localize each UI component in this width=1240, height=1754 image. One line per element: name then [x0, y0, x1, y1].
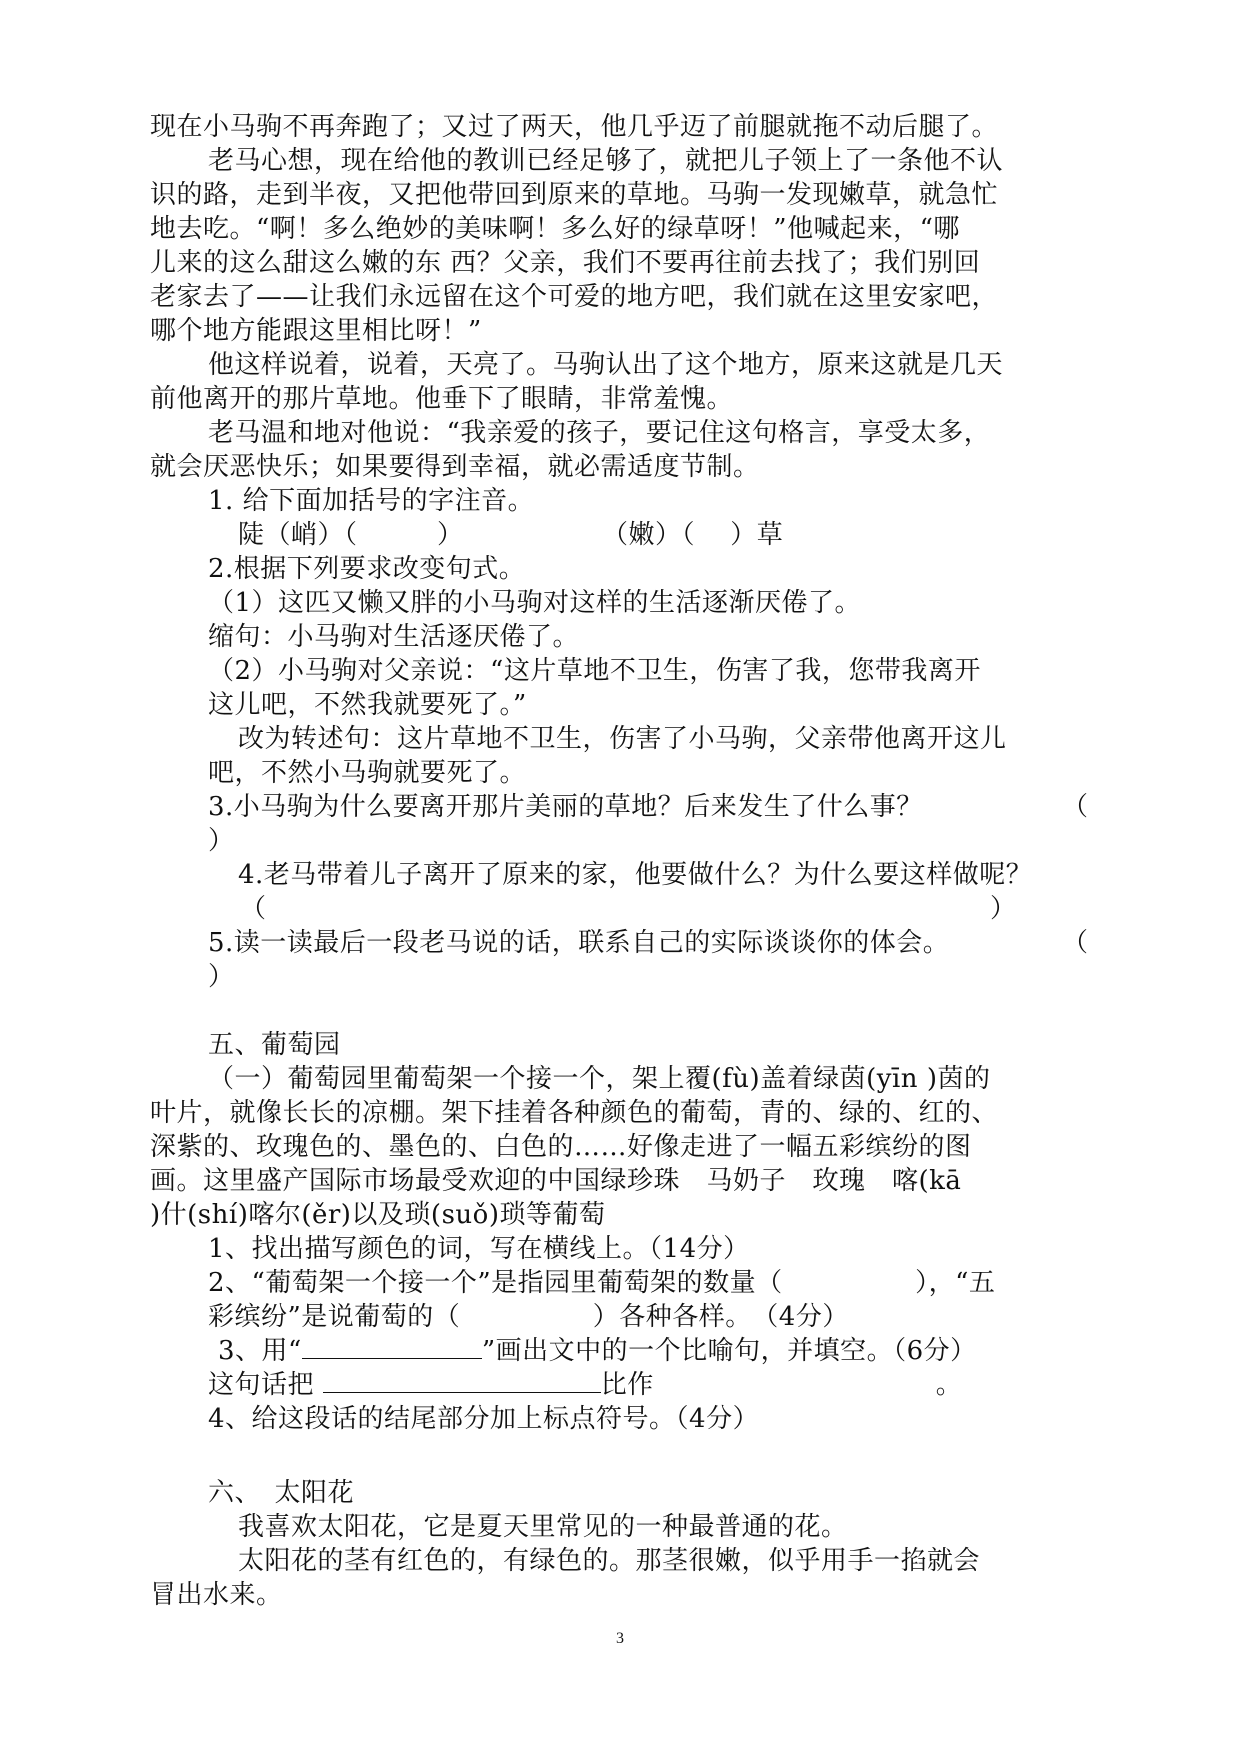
- story-line-7: 哪个地方能跟这里相比呀！”: [150, 316, 482, 346]
- section-5-question-2a: 2、“葡萄架一个接一个”是指园里葡萄架的数量（ ），“五: [208, 1268, 996, 1298]
- question-1-title: 1. 给下面加括号的字注音。: [208, 486, 535, 516]
- section-6-para-3: 冒出水来。: [150, 1580, 283, 1610]
- story-line-2: 老马心想，现在给他的教训已经足够了，就把儿子领上了一条他不认: [208, 146, 1004, 176]
- question-4-text: 4.老马带着儿子离开了原来的家，他要做什么？为什么要这样做呢？: [238, 860, 1033, 890]
- fill-end: 。: [935, 1370, 963, 1400]
- story-line-10: 老马温和地对他说：“我亲爱的孩子，要记住这句格言，享受太多，: [208, 418, 991, 448]
- question-4-close-paren: ）: [990, 894, 1017, 924]
- section-5-para-line-4: 画。这里盛产国际市场最受欢迎的中国绿珍珠 马奶子 玫瑰 喀(kā: [150, 1166, 962, 1196]
- question-5-close-paren: ）: [208, 962, 235, 992]
- section-5-title: 五、葡萄园: [208, 1030, 341, 1060]
- question-2-sentence-2a: （2）小马驹对父亲说：“这片草地不卫生，伤害了我，您带我离开: [208, 656, 981, 686]
- story-line-5: 儿来的这么甜这么嫩的东 西？父亲，我们不要再往前去找了；我们别回: [150, 248, 981, 278]
- section-5-question-4: 4、给这段话的结尾部分加上标点符号。（4分）: [208, 1404, 760, 1434]
- story-line-3: 识的路，走到半夜，又把他带回到原来的草地。马驹一发现嫩草，就急忙: [150, 180, 999, 210]
- question-5-open-paren: （: [1062, 928, 1089, 958]
- question-2-answer-2a: 改为转述句：这片草地不卫生，伤害了小马驹，父亲带他离开这儿: [238, 724, 1007, 754]
- question-3-close-paren: ）: [208, 826, 235, 856]
- question-2-answer-2b: 吧，不然小马驹就要死了。: [208, 758, 527, 788]
- story-line-6: 老家去了——让我们永远留在这个可爱的地方吧，我们就在这里安家吧，: [150, 282, 999, 312]
- question-3-text: 3.小马驹为什么要离开那片美丽的草地？后来发生了什么事？: [208, 792, 923, 822]
- section-6-para-2: 太阳花的茎有红色的，有绿色的。那茎很嫩，似乎用手一掐就会: [238, 1546, 981, 1576]
- section-5-para-line-2: 叶片，就像长长的凉棚。架下挂着各种颜色的葡萄，青的、绿的、红的、: [150, 1098, 999, 1128]
- page-number: 3: [616, 1630, 624, 1647]
- question-1-item-a: 陡（峭）（ ）: [238, 520, 464, 550]
- question-2-sentence-1: （1）这匹又懒又胖的小马驹对这样的生活逐渐厌倦了。: [208, 588, 862, 618]
- question-3-open-paren: （: [1062, 792, 1089, 822]
- question-2-answer-1: 缩句：小马驹对生活逐厌倦了。: [208, 622, 580, 652]
- section-6-title: 六、 太阳花: [208, 1478, 355, 1508]
- fill-blank-1[interactable]: [323, 1370, 601, 1393]
- section-5-question-3-fill: [208, 1368, 1148, 1402]
- question-5-text: 5.读一读最后一段老马说的话，联系自己的实际谈谈你的体会。: [208, 928, 950, 958]
- question-4-open-paren: （: [240, 894, 267, 924]
- question-2-sentence-2b: 这儿吧，不然我就要死了。”: [208, 690, 527, 720]
- section-5-question-3-prefix: 3、用“: [218, 1336, 302, 1366]
- story-line-4: 地去吃。“啊！多么绝妙的美味啊！多么好的绿草呀！”他喊起来，“哪: [150, 214, 960, 244]
- section-6-para-1: 我喜欢太阳花，它是夏天里常见的一种最普通的花。: [238, 1512, 848, 1542]
- story-line-9: 前他离开的那片草地。他垂下了眼睛，非常羞愧。: [150, 384, 734, 414]
- story-line-11: 就会厌恶快乐；如果要得到幸福，就必需适度节制。: [150, 452, 760, 482]
- question-2-title: 2.根据下列要求改变句式。: [208, 554, 526, 584]
- underline-sample: [302, 1336, 482, 1359]
- question-1-item-b: （嫩）（ ）草: [602, 520, 784, 550]
- section-5-para-line-3: 深紫的、玫瑰色的、墨色的、白色的……好像走进了一幅五彩缤纷的图: [150, 1132, 972, 1162]
- fill-prefix: 这句话把: [208, 1370, 315, 1400]
- fill-middle: 比作: [600, 1370, 654, 1400]
- section-5-para-line-5: )什(shí)喀尔(ěr)以及琐(suǒ)琐等葡萄: [150, 1200, 606, 1230]
- story-line-1: 现在小马驹不再奔跑了；又过了两天，他几乎迈了前腿就拖不动后腿了。: [150, 112, 999, 142]
- section-5-para-line-1: （一）葡萄园里葡萄架一个接一个，架上覆(fù)盖着绿茵(yīn )茵的: [208, 1064, 991, 1094]
- section-5-question-1: 1、找出描写颜色的词，写在横线上。（14分）: [208, 1234, 750, 1264]
- story-line-8: 他这样说着，说着，天亮了。马驹认出了这个地方，原来这就是几天: [208, 350, 1004, 380]
- section-5-question-2b: 彩缤纷”是说葡萄的（ ）各种各样。 （4分）: [208, 1302, 849, 1332]
- section-5-question-3-suffix: ”画出文中的一个比喻句，并填空。（6分）: [481, 1336, 977, 1366]
- section-5-question-3: [218, 1334, 1158, 1368]
